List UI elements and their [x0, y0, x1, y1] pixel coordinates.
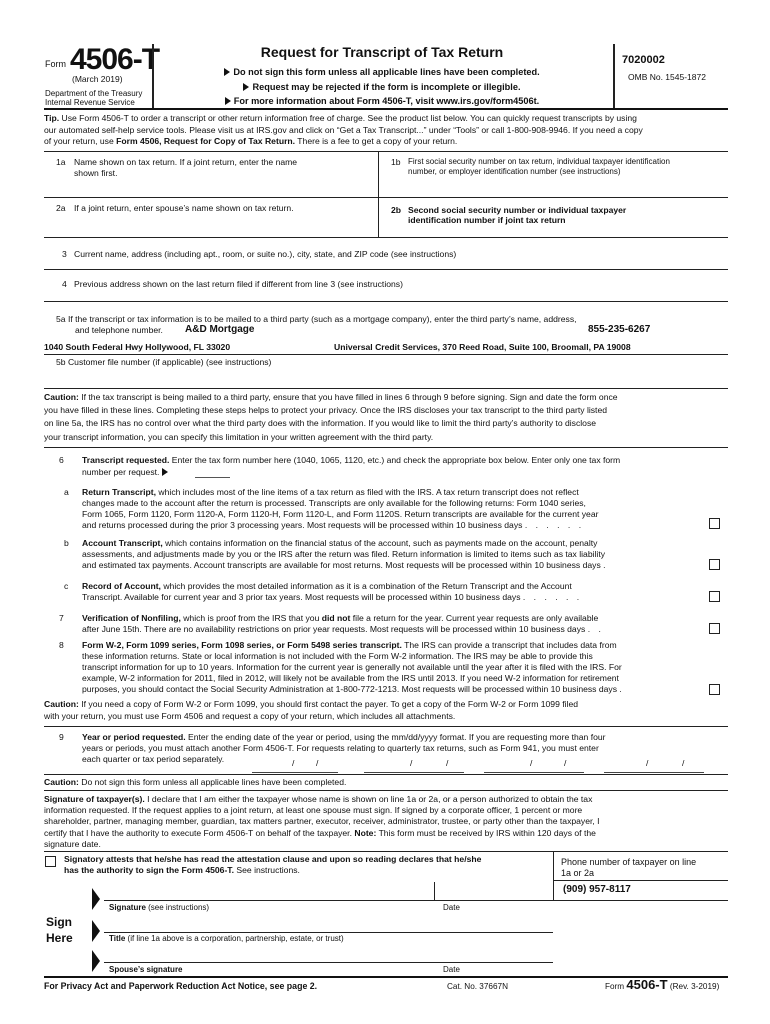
sig-date-divider [434, 882, 435, 900]
spouse-signature-label: Spouse’s signature [109, 965, 183, 974]
caution-w2-1099: Caution: If you need a copy of Form W-2 or Form 1099, you should first contact the payer. To get a copy of the Form W-2 or Form 1099 filed with your return, you must use Form 4506 and request a copy of your return, which includes all attachments. [44, 699, 579, 721]
header-bottom-rule [44, 108, 728, 110]
line-9-text: Year or period requested. Enter the ending date of the year or period, using the mm/dd/yyyy format. If you are requesting more than four years or periods, you must attach another Form 4506-T. For requests relating to quarterly tax returns, such as Form 941, you must enter each quarter or tax period separately. [82, 732, 606, 764]
agency-line: Internal Revenue Service [45, 98, 135, 107]
line-6-text: Transcript requested. Enter the tax form number here (1040, 1065, 1120, etc.) and check the appropriate box below. Enter only one tax form number per request. [82, 455, 621, 477]
line-1a-field[interactable] [44, 151, 378, 197]
third-party-phone[interactable]: 855-235-6267 [588, 324, 651, 335]
line-5a-label: 5a If the transcript or tax information is to be mailed to a third party (such as a mortgage company), enter the third party’s name, address, and telephone number. [56, 314, 577, 335]
line-6-number: 6 [59, 455, 64, 465]
footer-form-id: Form 4506-T (Rev. 3-2019) [605, 977, 720, 992]
return-transcript-checkbox[interactable] [709, 518, 720, 529]
verification-of-nonfiling-checkbox[interactable] [709, 623, 720, 634]
tip-paragraph: Tip. Use Form 4506-T to order a transcript or other return information free of charge. See the product list below. You can quickly request transcripts by using our automated self-help service tools. Please visit us at IRS.gov and click on “Get a Tax Transcript...” under “Tools” or call 1-800-908-9946. If you need a copy of your return, use Form 4506, Request for Copy of Tax Return. There is a fee to get a copy of your return. [44, 113, 643, 146]
tax-form-number-input-line[interactable] [195, 477, 230, 478]
taxpayer-signature-date-field[interactable] [440, 882, 553, 900]
line-6c-text: Record of Account, which provides the most detailed information as it is a combination of the Return Transcript and the Account Transcript. Available for current year and 3 prior tax years. Most requests will be processed within 10 business days . . . . . . [82, 581, 583, 602]
caution2-rule [44, 726, 728, 727]
third-party-address-right[interactable]: Universal Credit Services, 370 Reed Road, Suite 100, Broomall, PA 19008 [334, 342, 631, 352]
revision-date: (March 2019) [72, 74, 123, 84]
title-underline [104, 932, 553, 933]
year-period-date-4[interactable]: / / [646, 758, 685, 768]
date-underline-1 [252, 772, 338, 773]
sign-here-label: Sign Here [46, 915, 73, 945]
line5b-rule [44, 388, 728, 389]
caution-third-party: Caution: If the tax transcript is being mailed to a third party, ensure that you have filled in lines 6 through 9 before signing. Sign and date the form once you have filled in these lines. Completing these steps helps to protect your privacy. Once the IRS discloses your tax transcript to the third party listed on line 5a, the IRS has no control over what the third party does with the information. If you would like to limit the third party’s authority to disclose your transcript information, you can specify this limitation in your written agreement with the third party. [44, 392, 618, 442]
attestation-text: Signatory attests that he/she has read the attestation clause and upon so reading declares that he/she has the authority to sign the Form 4506-T. See instructions. [64, 854, 482, 875]
year-period-date-3[interactable]: / / [530, 758, 567, 768]
line4-rule [44, 301, 728, 302]
taxpayer-signature-field[interactable] [104, 882, 434, 900]
line-6c-letter: c [64, 581, 69, 591]
line-1b-number: 1b [391, 157, 401, 167]
spouse-signature-underline [104, 962, 553, 963]
page-title: Request for Transcript of Tax Return [260, 44, 504, 60]
line-6a-text: Return Transcript, which includes most of the line items of a tax return as filed with the IRS. A tax return transcript does not reflect changes made to the account after the return is processed. Transcripts are only available for the following returns: Form 1040 series, Form 1065, Form 1120, Form 1120-A, Form 1120-H, Form 1120-L, and Form 1120S. Return transcripts are available for the current year and returns processed during the prior 3 processing years. Most requests will be processed within 10 business days . . . . . . [82, 487, 599, 530]
phone-value-rule [553, 900, 728, 901]
record-of-account-checkbox[interactable] [709, 591, 720, 602]
spouse-signature-date-field[interactable] [440, 946, 553, 962]
line-1a-number: 1a [56, 157, 66, 167]
line-2b-label: Second social security number or individual taxpayer identification number if joint tax return [408, 205, 627, 225]
line-1a-label: Name shown on tax return. If a joint return, enter the name shown first. [74, 157, 298, 178]
declaration-rule [44, 851, 728, 852]
arrow-right-icon [162, 468, 168, 476]
line-5b-field[interactable] [44, 354, 728, 388]
line-3-number: 3 [62, 249, 67, 259]
notice-rejected: Request may be rejected if the form is incomplete or illegible. [152, 82, 612, 94]
line-7-text: Verification of Nonfiling, which is proof from the IRS that you did not file a return for the year. Current year requests are only available after June 15th. There are no availability restrictions on prior year requests. Most requests will be processed within 10 business days . . [82, 613, 604, 634]
line-2a-field[interactable] [44, 197, 378, 237]
form-label: Form [45, 59, 66, 69]
line-5b-label: 5b Customer file number (if applicable) (see instructions) [56, 357, 272, 367]
department-line: Department of the Treasury [45, 89, 143, 98]
caution3-bottom-rule [44, 790, 728, 791]
third-party-address-left[interactable]: 1040 South Federal Hwy Hollywood, FL 33020 [44, 342, 231, 352]
form-code: 7020002 [622, 54, 665, 66]
line-2a-label: If a joint return, enter spouse’s name shown on tax return. [74, 203, 294, 213]
notice-more-info: For more information about Form 4506-T, visit www.irs.gov/form4506t. [152, 96, 612, 108]
arrow-right-icon [243, 83, 249, 91]
signature-label: Signature (see instructions) [109, 903, 210, 912]
line-6b-text: Account Transcript, which contains information on the financial status of the account, such as payments made on the account, penalty assessments, and adjustments made by you or the IRS after the return was filed. Return information is limited to items such as tax liability and estimated tax payments. Account transcripts are available for most returns. Most requests will be processed within 10 business days . [82, 538, 609, 570]
arrow-right-icon [225, 97, 231, 105]
notice-do-not-sign: Do not sign this form unless all applicable lines have been completed. [152, 67, 612, 79]
omb-number: OMB No. 1545-1872 [628, 72, 706, 82]
line-3-label: Current name, address (including apt., room, or suite no.), city, state, and ZIP code (see instructions) [74, 249, 457, 259]
third-party-name[interactable]: A&D Mortgage [185, 324, 255, 335]
form-number: 4506-T [70, 43, 160, 76]
phone-label-rule [553, 880, 728, 881]
taxpayer-phone-number[interactable]: (909) 957-8117 [563, 884, 631, 895]
signature-underline [104, 900, 553, 901]
information-return-transcript-checkbox[interactable] [709, 684, 720, 695]
signature-declaration: Signature of taxpayer(s). I declare that I am either the taxpayer whose name is shown on line 1a or 2a, or a person authorized to obtain the tax information requested. If the request applies to a joint return, at least one spouse must sign. If signed by a corporate officer, 1 percent or more shareholder, partner, managing member, guardian, tax matters partner, executor, receiver, administrator, trustee, or party other than the taxpayer, I certify that I have the authority to execute Form 4506-T on behalf of the taxpayer. Note: This form must be received by IRS within 120 days of the signature date. [44, 794, 600, 849]
date-underline-4 [604, 772, 704, 773]
line-9-number: 9 [59, 732, 64, 742]
date-underline-2 [364, 772, 464, 773]
line-6a-letter: a [64, 487, 69, 497]
line-3-field[interactable] [44, 237, 728, 269]
date-underline-3 [484, 772, 584, 773]
line-8-text: Form W-2, Form 1099 series, Form 1098 series, or Form 5498 series transcript. The IRS can provide a transcript that includes data from these information returns. State or local information is not included with the Form W-2 information. The IRS may be able to provide this transcript information for up to 10 years. Information for the current year is generally not available until the year after it is filed with the IRS. For example, W-2 information for 2011, filed in 2012, will likely not be available from the IRS until 2013. If you need W-2 information for retirement purposes, you should contact the Social Security Administration at 1-800-772-1213. Most requests will be processed within 10 business days . [82, 640, 625, 694]
year-period-date-1[interactable]: / / [292, 758, 319, 768]
phone-box-divider [553, 851, 554, 900]
year-period-date-2[interactable]: / / [410, 758, 449, 768]
line-1b-label: First social security number on tax return, individual taxpayer identification number, or employer identification number (see instructions) [408, 157, 670, 176]
catalog-number: Cat. No. 37667N [447, 982, 508, 991]
line-2a-number: 2a [56, 203, 66, 213]
header-divider-right [613, 44, 615, 108]
caution3-top-rule [44, 774, 728, 775]
line-1b-field[interactable] [378, 151, 728, 197]
phone-label: Phone number of taxpayer on line 1a or 2a [561, 857, 697, 878]
line-4-label: Previous address shown on the last return filed if different from line 3 (see instructions) [74, 279, 403, 289]
signature-date-label: Date [443, 903, 460, 912]
caution-do-not-sign: Caution: Do not sign this form unless all applicable lines have been completed. [44, 777, 347, 787]
title-arrow-icon [92, 920, 100, 942]
title-label: Title (if line 1a above is a corporation, partnership, estate, or trust) [109, 934, 344, 943]
spouse-signature-arrow-icon [92, 950, 100, 972]
signature-arrow-icon [92, 888, 100, 910]
title-field[interactable] [104, 916, 553, 932]
line-4-number: 4 [62, 279, 67, 289]
account-transcript-checkbox[interactable] [709, 559, 720, 570]
attestation-checkbox[interactable] [45, 856, 56, 867]
line-2b-field[interactable] [378, 197, 728, 237]
caution1-rule [44, 447, 728, 448]
spouse-signature-field[interactable] [104, 946, 434, 962]
line-6b-letter: b [64, 538, 69, 548]
line-4-field[interactable] [44, 269, 728, 301]
privacy-act-notice: For Privacy Act and Paperwork Reduction Act Notice, see page 2. [44, 981, 318, 991]
line-2b-number: 2b [391, 205, 402, 215]
line-7-number: 7 [59, 613, 64, 623]
spouse-date-label: Date [443, 965, 460, 974]
line-8-number: 8 [59, 640, 64, 650]
arrow-right-icon [224, 68, 230, 76]
